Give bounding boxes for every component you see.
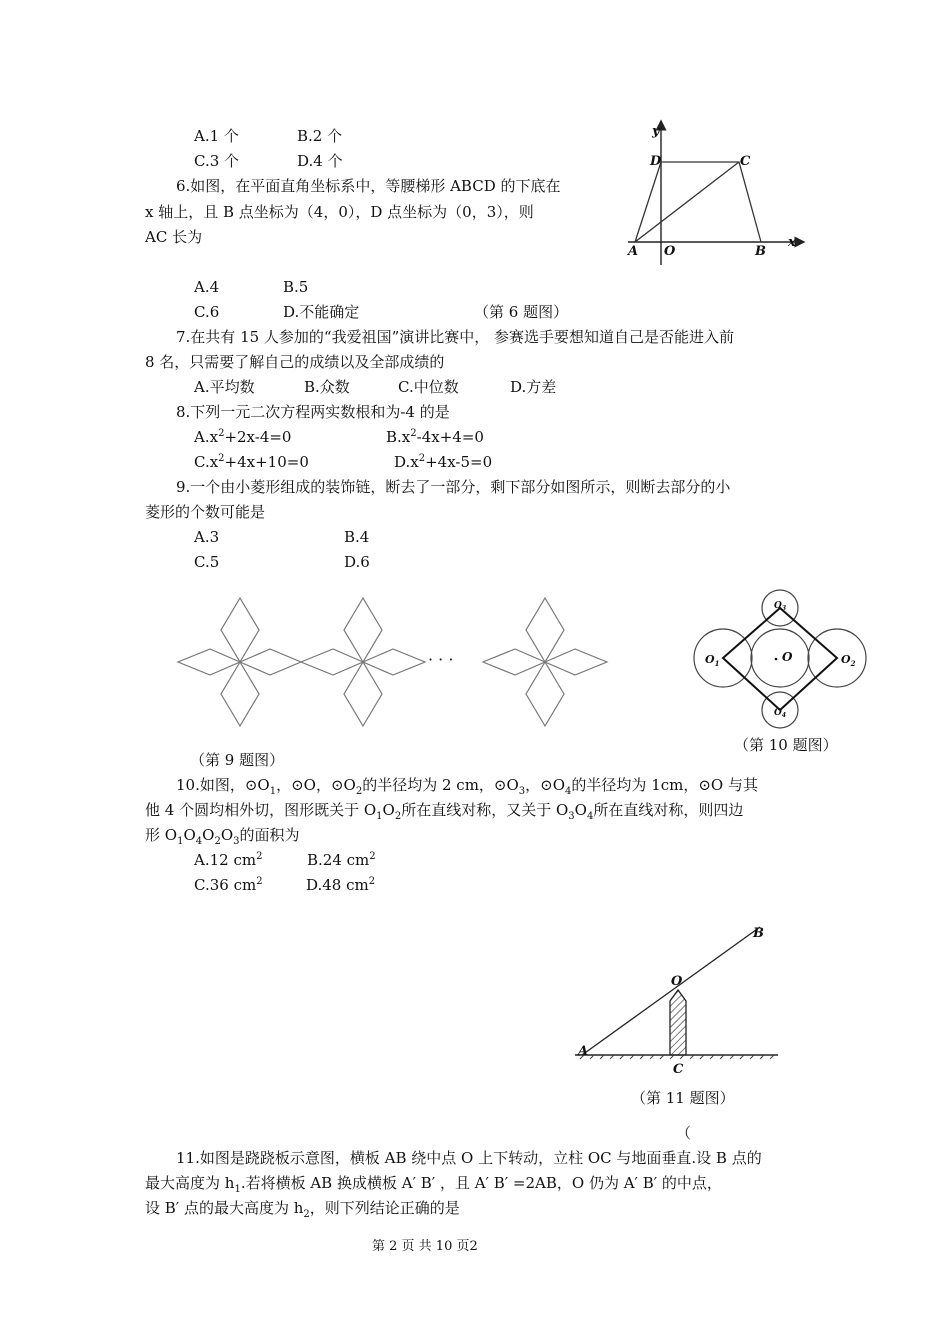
q11-stem-line3: 设 B′ 点的最大高度为 $h_2$，则下列结论正确的是 [145, 1199, 460, 1220]
label-o: O [671, 974, 683, 989]
diagonal-ac [635, 162, 739, 242]
q10-option-a: A.12 $cm^2$ [194, 851, 263, 869]
q9-stem-line2: 菱形的个数可能是 [145, 503, 266, 521]
rhombus [178, 649, 240, 675]
q5-option-d: D.4 个 [297, 152, 343, 170]
quadrilateral [723, 608, 837, 710]
q6-option-a: A.4 [194, 278, 220, 296]
q9-option-b: B.4 [344, 528, 370, 546]
q7-stem-line2: 8 名，只需要了解自己的成绩以及全部成绩的 [145, 353, 445, 371]
q10-option-d: D.48 $cm^2$ [306, 876, 376, 894]
label-y: y [652, 124, 660, 139]
label-o4: $O_4$ [774, 708, 787, 719]
q10-option-c: C.36 $cm^2$ [194, 876, 263, 894]
q11-seesaw-figure [570, 915, 785, 1080]
q8-option-d: $D.x^2+4x-5=0$ [394, 453, 493, 471]
q6-option-c: C.6 [194, 303, 220, 321]
q6-stem-line1: 6.如图，在平面直角坐标系中，等腰梯形 ABCD 的下底在 [176, 177, 561, 195]
rhombus [526, 598, 564, 662]
q8-option-a: $A.x^2+2x-4=0$ [194, 428, 292, 446]
label-o1: $O_1$ [705, 653, 720, 668]
label-x: x [788, 235, 796, 250]
rhombus [301, 649, 363, 675]
q11-stem-line2: 最大高度为 $h_1$.若将横板 AB 换成横板 A′ B′ ，且 A′ B′ =2AB，O 仍为 A′ B′ 的中点， [145, 1174, 722, 1195]
rhombus [221, 662, 259, 726]
label-o: O [782, 650, 793, 664]
rhombus [483, 649, 545, 675]
q9-option-a: A.3 [194, 528, 220, 546]
label-o3: $O_3$ [774, 601, 787, 612]
label-b: B [755, 244, 766, 259]
rhombus [344, 598, 382, 662]
trapezoid [635, 162, 761, 242]
q9-stem-line1: 9.一个由小菱形组成的装饰链，断去了一部分，剩下部分如图所示，则断去部分的小 [176, 478, 731, 496]
label-o2: $O_2$ [841, 653, 856, 668]
q6-option-b: B.5 [283, 278, 309, 296]
q9-figure-caption: （第 9 题图） [190, 751, 285, 769]
rhombus [363, 649, 425, 675]
rhombus [221, 598, 259, 662]
q5-option-c: C.3 个 [194, 152, 240, 170]
q10-option-b: B.24 $cm^2$ [307, 851, 376, 869]
rhombus [240, 649, 301, 675]
q8-option-b: $B.x^2-4x+4=0$ [386, 428, 484, 446]
q10-stem-line1: 10.如图，$⊙O_1$，⊙O，$⊙O_2$的半径均为 2 cm，$⊙O_3$，$⊙O_4$的半径均为 1cm，⊙O 与其 [176, 776, 758, 797]
circle-o [751, 629, 809, 687]
q5-option-b: B.2 个 [297, 127, 343, 145]
label-b: B [753, 926, 764, 941]
label-a: A [578, 1044, 589, 1059]
q11-stray-paren: （ [676, 1124, 692, 1142]
pillar-oc [670, 990, 686, 1055]
label-c: C [673, 1062, 684, 1077]
q11-figure-caption: （第 11 题图） [631, 1089, 735, 1107]
q10-figure-caption: （第 10 题图） [734, 736, 838, 754]
ellipsis: · · · [428, 650, 454, 669]
q6-stem-line2: x 轴上，且 B 点坐标为（4，0），D 点坐标为（0，3），则 [145, 203, 534, 221]
rhombus [344, 662, 382, 726]
label-o: O [664, 244, 676, 259]
q9-option-d: D.6 [344, 553, 370, 571]
q8-stem: 8.下列一元二次方程两实数根和为-4 的是 [176, 403, 450, 421]
page-footer: 第 2 页 共 10 页2 [372, 1239, 478, 1254]
q10-stem-line3: 形 $O_1O_4O_2O_3$的面积为 [145, 826, 300, 847]
q10-stem-line2: 他 4 个圆均相外切，图形既关于 $O_1O_2$所在直线对称，又关于 $O_3O_4$所在直线对称，则四边 [145, 801, 744, 822]
q5-option-a: A.1 个 [194, 127, 239, 145]
q10-circles-figure [690, 588, 870, 730]
q11-stem-line1: 11.如图是跷跷板示意图，横板 AB 绕中点 O 上下转动，立柱 OC 与地面垂直.设 B 点的 [176, 1149, 762, 1167]
q9-option-c: C.5 [194, 553, 220, 571]
q8-option-c: $C.x^2+4x+10=0$ [194, 453, 309, 471]
q6-option-d: D.不能确定 [283, 303, 360, 321]
label-a: A [628, 244, 639, 259]
q6-figure-caption: （第 6 题图） [474, 303, 569, 321]
label-d: D [650, 154, 662, 169]
q7-option-d: D.方差 [510, 378, 557, 396]
q6-trapezoid-figure [610, 115, 810, 275]
q7-stem-line1: 7.在共有 15 人参加的“我爱祖国”演讲比赛中， 参赛选手要想知道自己是否能进入前 [176, 328, 735, 346]
q7-option-c: C.中位数 [398, 378, 459, 396]
rhombus [545, 649, 607, 675]
q9-rhombus-chain-figure [175, 592, 615, 732]
label-c: C [740, 154, 751, 169]
q7-option-a: A.平均数 [194, 378, 255, 396]
q6-stem-line3: AC 长为 [145, 228, 203, 246]
q7-option-b: B.众数 [304, 378, 350, 396]
rhombus [526, 662, 564, 726]
